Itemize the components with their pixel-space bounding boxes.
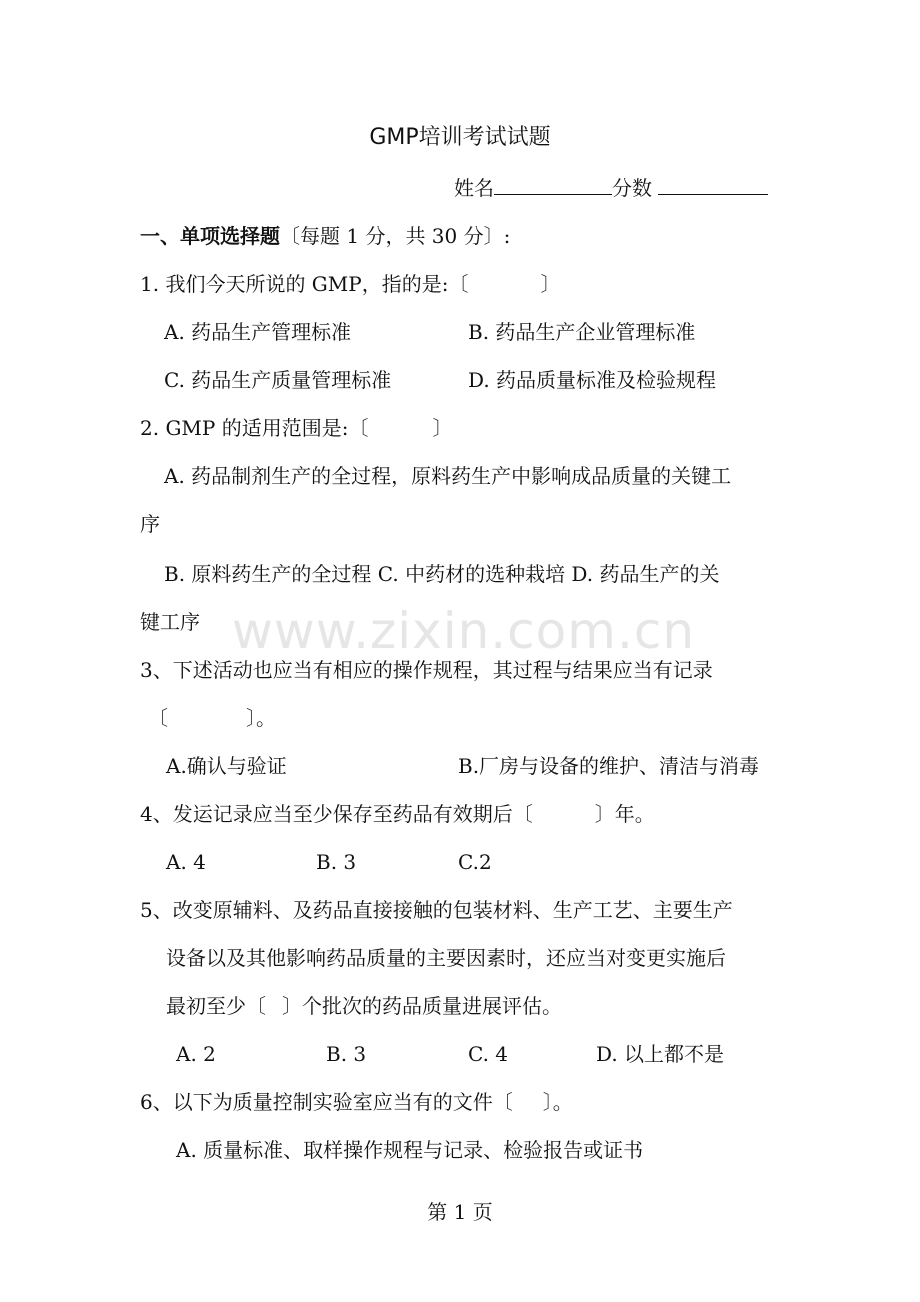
q5-line1: 5、改变原辅料、及药品直接接触的包装材料、生产工艺、主要生产 — [140, 898, 733, 922]
q3-stem: 3、下述活动也应当有相应的操作规程，其过程与结果应当有记录 — [140, 658, 713, 682]
question-2 — [140, 418, 452, 438]
question-1 — [140, 274, 560, 294]
q5-option-b: B. 3 — [326, 1042, 367, 1066]
q1-close: 〕 — [540, 272, 561, 296]
q4-close: 〕年。 — [594, 802, 655, 826]
name-score-line — [454, 176, 768, 198]
q5-line3 — [166, 996, 562, 1016]
q1-option-d: D. 药品质量标准及检验规程 — [468, 368, 717, 392]
q3-bracket — [148, 708, 276, 728]
q1-option-a: A. 药品生产管理标准 — [164, 320, 352, 344]
section-heading-bold: 一、单项选择题 — [140, 224, 280, 248]
score-blank — [658, 176, 768, 195]
q5-option-c: C. 4 — [468, 1042, 509, 1066]
page-title: GMP培训考试试题 — [369, 125, 551, 150]
name-label: 姓名 — [454, 176, 494, 200]
page-number: 第 1 页 — [427, 1200, 493, 1224]
q4-option-b: B. 3 — [316, 850, 357, 874]
q3-bracket-open: 〔 — [148, 706, 168, 730]
name-blank — [494, 176, 612, 195]
q5-line3-post: 〕个批次的药品质量进展评估。 — [282, 994, 562, 1018]
q5-option-a: A. 2 — [176, 1042, 216, 1066]
q3-bracket-close: 〕。 — [246, 706, 276, 730]
section-heading-rest: 〔每题 1 分，共 30 分〕: — [280, 224, 511, 248]
q1-option-b: B. 药品生产企业管理标准 — [468, 320, 696, 344]
q2-close: 〕 — [432, 416, 453, 440]
q6-close: 〕。 — [542, 1090, 573, 1114]
q1-option-c: C. 药品生产质量管理标准 — [164, 368, 392, 392]
q2-options-bcd-line2: 键工序 — [140, 610, 200, 634]
q2-options-bcd-line1: B. 原料药生产的全过程 C. 中药材的选种栽培 D. 药品生产的关 — [164, 562, 720, 586]
q5-line2: 设备以及其他影响药品质量的主要因素时，还应当对变更实施后 — [166, 946, 726, 970]
q6-stem: 6、以下为质量控制实验室应当有的文件〔 — [140, 1090, 513, 1114]
question-6 — [140, 1092, 573, 1112]
q4-stem: 4、发运记录应当至少保存至药品有效期后〔 — [140, 802, 533, 826]
q1-stem: 1. 我们今天所说的 GMP，指的是:〔 — [140, 272, 469, 296]
q2-option-a-line2: 序 — [140, 512, 160, 536]
q3-option-a: A.确认与验证 — [166, 754, 287, 778]
q3-option-b: B.厂房与设备的维护、清洁与消毒 — [458, 754, 760, 778]
q5-option-d: D. 以上都不是 — [596, 1042, 725, 1066]
q6-option-a: A. 质量标准、取样操作规程与记录、检验报告或证书 — [176, 1138, 644, 1162]
question-4 — [140, 804, 655, 824]
q5-line3-pre: 最初至少〔 — [166, 994, 266, 1018]
score-label: 分数 — [612, 176, 652, 200]
q4-option-c: C.2 — [458, 850, 492, 874]
watermark: www.zixin.com.cn — [232, 602, 696, 660]
section-heading — [140, 226, 510, 246]
q4-option-a: A. 4 — [166, 850, 206, 874]
q2-option-a-line1: A. 药品制剂生产的全过程，原料药生产中影响成品质量的关键工 — [164, 464, 732, 488]
q2-stem: 2. GMP 的适用范围是:〔 — [140, 416, 369, 440]
